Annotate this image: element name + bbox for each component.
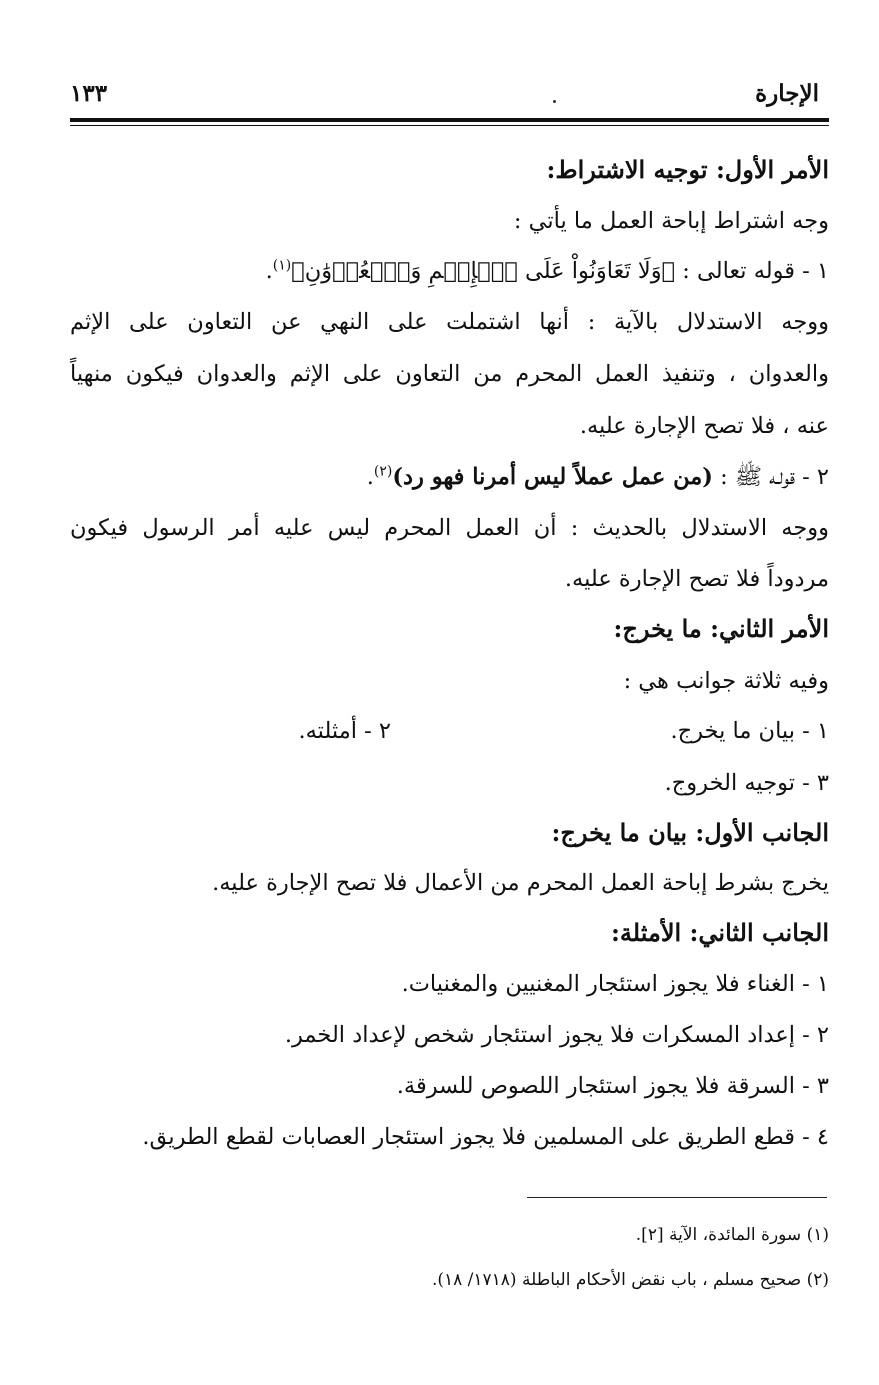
footnote-2: (٢) صحيح مسلم ، باب نقض الأحكام الباطلة (١٧١٨/ ١٨). (431, 1270, 829, 1290)
subheading-second-aspect: الجانب الثاني: الأمثلة: (611, 918, 829, 947)
example-item-1: ١ - الغناء فلا يجوز استئجار المغنيين والمغنيات. (401, 971, 829, 997)
header-dot (553, 100, 556, 103)
example-item-3: ٣ - السرقة فلا يجوز استئجار اللصوص للسرقة. (396, 1073, 829, 1099)
hadith-item-end: . (366, 464, 374, 490)
example-item-4: ٤ - قطع الطريق على المسلمين فلا يجوز استئجار العصابات لقطع الطريق. (142, 1124, 829, 1150)
quran-item-end: . (265, 258, 273, 284)
intro-text-1: وجه اشتراط إباحة العمل ما يأتي : (513, 208, 829, 234)
quran-item (266, 256, 829, 286)
aspect-item-1: ١ - بيان ما يخرج. (670, 718, 829, 744)
aspect-item-3: ٣ - توجيه الخروج. (664, 770, 829, 796)
footnote-separator (527, 1197, 827, 1198)
aspect-item-2: ٢ - أمثلته. (298, 718, 391, 744)
paragraph-1-line-2: والعدوان ، وتنفيذ العمل المحرم من التعاون على الإثم والعدوان فيكون منهياً (70, 361, 829, 387)
hadith-item (367, 462, 829, 492)
hadith-text: (من عمل عملاً ليس أمرنا فهو رد) (392, 464, 713, 490)
running-header-title: الإجارة (755, 80, 819, 107)
paragraph-1-line-1: ووجه الاستدلال بالآية : أنها اشتملت على النهي عن التعاون على الإثم (70, 309, 829, 335)
paragraph-1-line-3: عنه ، فلا تصح الإجارة عليه. (579, 413, 829, 439)
section-heading-first-matter: الأمر الأول: توجيه الاشتراط: (546, 155, 829, 184)
paragraph-2-line-1: ووجه الاستدلال بالحديث : أن العمل المحرم ليس عليه أمر الرسول فيكون (70, 515, 829, 541)
header-rule-thick (70, 118, 829, 122)
footnote-marker-2: (٢) (373, 463, 393, 480)
hadith-item-prefix: ٢ - قولـه ﷺ : (720, 464, 829, 490)
page-number: ١٣٣ (70, 80, 108, 107)
paragraph-2-line-2: مردوداً فلا تصح الإجارة عليه. (564, 566, 829, 592)
footnote-1: (١) سورة المائدة، الآية [٢]. (635, 1225, 829, 1245)
subheading-first-aspect: الجانب الأول: بيان ما يخرج: (551, 818, 829, 847)
section-heading-second-matter: الأمر الثاني: ما يخرج: (613, 614, 829, 643)
example-item-2: ٢ - إعداد المسكرات فلا يجوز استئجار شخص لإعداد الخمر. (284, 1022, 829, 1048)
quran-item-text: ١ - قوله تعالى : ﴿وَلَا تَعَاوَنُواْ عَلَى ٱلۡإِثۡمِ وَٱلۡعُدۡوَٰنِ﴾ (291, 258, 829, 284)
intro-text-2: وفيه ثلاثة جوانب هي : (623, 668, 829, 694)
header-rule-thin (70, 125, 829, 126)
footnote-marker-1: (١) (272, 257, 292, 274)
paragraph-3: يخرج بشرط إباحة العمل المحرم من الأعمال فلا تصح الإجارة عليه. (212, 870, 829, 896)
